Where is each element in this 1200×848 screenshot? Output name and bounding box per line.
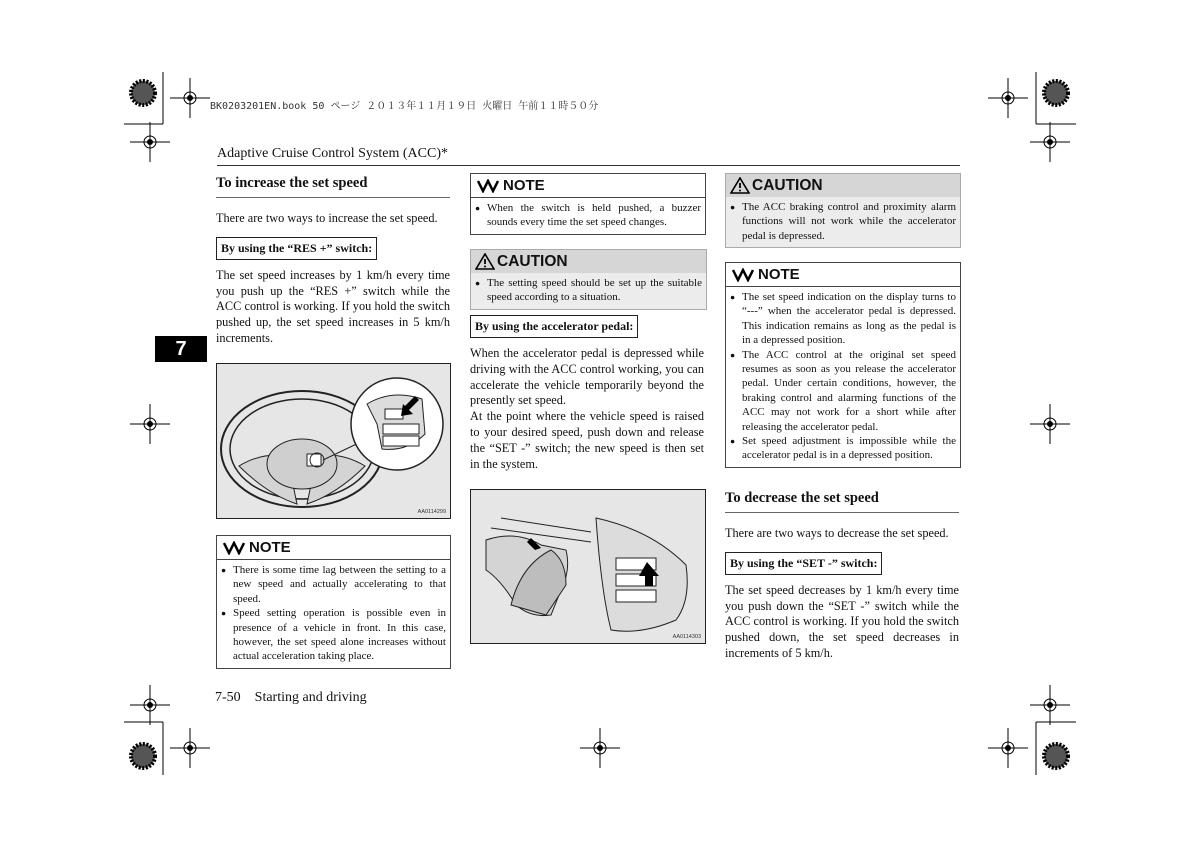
caution-title: CAUTION bbox=[497, 252, 568, 270]
caution-box-setting-speed bbox=[470, 249, 707, 310]
list-item: ● When the switch is held pushed, a buzzer sounds every time the set speed changes. bbox=[475, 201, 701, 230]
list-item: ● The ACC control at the original set speed resumes as soon as you release the accelerator pedal. Under certain conditions, however, the braking control and alarming functions of the ACC may not work for a short while after releasing the accelerator pedal. bbox=[730, 348, 956, 434]
decrease-intro: There are two ways to decrease the set speed. bbox=[725, 526, 949, 540]
caution-header bbox=[471, 250, 706, 273]
caution-header bbox=[726, 174, 960, 197]
steering-wheel-figure bbox=[216, 363, 451, 519]
note-title: NOTE bbox=[249, 539, 291, 556]
note-list bbox=[471, 198, 705, 234]
increase-intro: There are two ways to increase the set speed. bbox=[216, 211, 438, 225]
list-item: ● The set speed indication on the display turns to “---” when the accelerator pedal is depressed. This indication remains as long as the pedal is in a depressed position. bbox=[730, 290, 956, 348]
column-3 bbox=[725, 490, 959, 662]
pedal-body-2: At the point where the vehicle speed is raised to your desired speed, push down and release the “SET -” switch; the new speed is then set in the system. bbox=[470, 409, 704, 471]
increase-heading: To increase the set speed bbox=[216, 175, 450, 198]
column-1 bbox=[216, 175, 450, 347]
note-list bbox=[726, 287, 960, 467]
note-header bbox=[217, 536, 450, 560]
note-title: NOTE bbox=[503, 177, 545, 194]
note-box-time-lag bbox=[216, 535, 451, 669]
figure-code: AA0114303 bbox=[672, 634, 701, 640]
note-box-display bbox=[725, 262, 961, 468]
set-switch-body: The set speed decreases by 1 km/h every time you push down the “SET -” switch while the ACC control is working. If you hold the switch pushed down, the set speed decreases in increments of 5 km/h. bbox=[725, 582, 959, 660]
accelerator-pedal-label: By using the accelerator pedal: bbox=[470, 315, 638, 338]
caution-list bbox=[726, 197, 960, 247]
note-icon bbox=[223, 541, 245, 555]
file-info: BK0203201EN.book 50 ページ ２０１３年１１月１９日 火曜日 午前１１時５０分 bbox=[210, 101, 599, 112]
note-icon bbox=[732, 268, 754, 282]
figure-code: AA0114299 bbox=[417, 509, 446, 515]
decrease-heading: To decrease the set speed bbox=[725, 490, 959, 513]
section-title: Adaptive Cruise Control System (ACC)* bbox=[217, 146, 448, 161]
chapter-name: Starting and driving bbox=[254, 690, 367, 705]
pedal-switch-figure bbox=[470, 489, 706, 644]
note-header bbox=[471, 174, 705, 198]
note-box-buzzer bbox=[470, 173, 706, 235]
caution-title: CAUTION bbox=[752, 176, 823, 194]
warning-triangle-icon bbox=[730, 177, 750, 194]
caution-box-braking bbox=[725, 173, 961, 248]
list-item: ● Set speed adjustment is impossible while the accelerator pedal is in a depressed position. bbox=[730, 434, 956, 463]
column-2 bbox=[470, 315, 704, 472]
steering-wheel-illustration bbox=[217, 364, 450, 518]
list-item: ● There is some time lag between the setting to a new speed and actually accelerating to that speed. bbox=[221, 563, 446, 606]
note-icon bbox=[477, 179, 499, 193]
pedal-switch-illustration bbox=[471, 490, 705, 643]
res-switch-label: By using the “RES +” switch: bbox=[216, 237, 377, 260]
page-number: 7-50 bbox=[215, 690, 241, 705]
list-item: ● The ACC braking control and proximity alarm functions will not work while the accelerator pedal is depressed. bbox=[730, 200, 956, 243]
pedal-body-1: When the accelerator pedal is depressed while driving with the ACC control working, you can accelerate the vehicle temporarily beyond the presently set speed. bbox=[470, 346, 704, 408]
page-footer bbox=[215, 690, 367, 706]
set-switch-label: By using the “SET -” switch: bbox=[725, 552, 882, 575]
chapter-tab: 7 bbox=[155, 336, 207, 362]
note-title: NOTE bbox=[758, 266, 800, 283]
title-rule bbox=[217, 165, 960, 166]
note-list bbox=[217, 560, 450, 668]
list-item: ● Speed setting operation is possible even in presence of a vehicle in front. In this case, however, the set speed alone increases without actual acceleration taking place. bbox=[221, 606, 446, 664]
note-header bbox=[726, 263, 960, 287]
res-switch-body: The set speed increases by 1 km/h every time you push up the “RES +” switch while the ACC control is working. If you hold the switch pushed up, the set speed increases in 5 km/h increments. bbox=[216, 267, 450, 345]
list-item: ● The setting speed should be set up the suitable speed according to a situation. bbox=[475, 276, 702, 305]
warning-triangle-icon bbox=[475, 253, 495, 270]
caution-list bbox=[471, 273, 706, 309]
